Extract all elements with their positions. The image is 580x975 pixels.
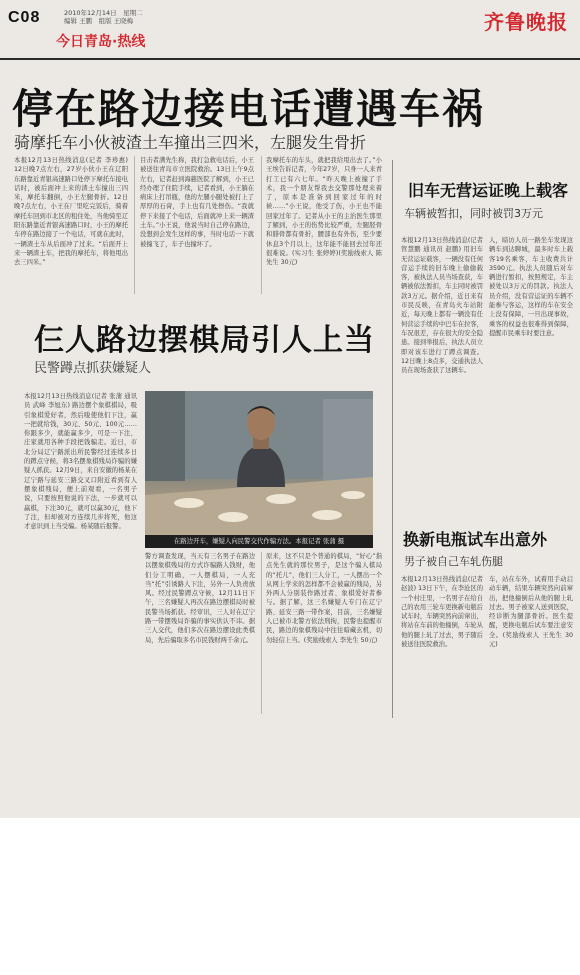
column-divider — [261, 156, 262, 294]
photo-caption: 在路边开车，嫌疑人向民警交代作骗方法。本报记者 张蒲 摄 — [145, 535, 373, 548]
bus-headline: 旧车无营运证晚上载客 — [408, 181, 569, 200]
page-number: C08 — [8, 9, 41, 26]
tractor-headline: 换新电瓶试车出意外 — [403, 530, 548, 549]
tractor-column-1: 本报12月13日热线消息(记者 赵波) 13日下午，在李沧区的一个村庄里，一名男子在给自己的农用三轮车更换新电瓶后试车时，车辆突然向前窜出，将站在车前的他撞倒，车轮从他的腿上轧了过去，男子随后被送往医院救治。 — [401, 576, 483, 649]
date-editor-lines — [64, 9, 143, 25]
chess-column-1: 本报12月13日热线消息(记者 张蒲 通讯员 武峰 李旭东) 路边摆个象棋棋局，吸引象棋爱好者，然后唆使他们下注，赢一把就给钱，30元、50元、100元……你跟多少，就能赢多少，可是一下注，庄家就用各种手段把钱骗走。近日，市北分局辽宁路派出所民警经过连续多日的蹲点守候，将3名摆象棋残局诈骗的嫌疑人抓获。12月9日，来自安徽的杨某在辽宁路与延安三路交叉口附近看到有人摆象棋残局，便上前观看，一名男子说，只要按照他说的下法，一步就可以赢棋，下注30元，就可以赢30元，他下了注，但却被对方连续几步将死，他这才意识到上当受骗。杨某随后报警。 — [24, 393, 137, 531]
bus-column-1: 本报12月13日热线消息(记者 管慧鹏 通讯员 赵鹏) 用旧车无营运证载客，一辆没有任何营运手续的旧车晚上偷偷载客，被执法人员当场查获，车辆被依法暂扣，车主同时被罚款3万元。据介绍，近日来有市民反映，在青岛火车站附近，每天晚上都有一辆没有任何营运手续的中巴车在拉客，车况很差，存在很大的安全隐患。接到举报后，执法人员立即对该车进行了蹲点调查。12日晚上8点多，交通执法人员在现场查获了这辆车。 — [401, 237, 483, 375]
right-column-divider — [392, 160, 393, 718]
chess-headline: 仨人路边摆棋局引人上当 — [34, 323, 375, 358]
masthead-logo: 齐鲁晚报 — [484, 10, 568, 34]
lead-subhead: 骑摩托车小伙被渣土车撞出三四米，左腿发生骨折 — [14, 133, 367, 152]
lead-column-3: 我摩托车的车头，就把我给甩出去了。”小王埃告诉记者，今年27岁，只身一人来青打工已有六七年。“昨天晚上被撞了手术，我一个朋友帮我去交警那处理来着了，原本是准备到回家过年的时候……”小王说，他受了伤，小王也不能回家过年了。记者从小王的主治医生那里了解到，小王的伤势比较严重，左腿胫骨和腓骨都有骨折，腰部也有外伤，至少要休息3个月以上，这年能不能回去过年还很难说。(实习生 张婷婷)(奖励线索人 陈先生 30元) — [266, 157, 382, 267]
suspect-photo-illustration — [145, 391, 373, 535]
column-divider — [261, 552, 262, 714]
bus-subhead: 车辆被暂扣，同时被罚3万元 — [404, 207, 543, 220]
section-title: 今日青岛·热线 — [56, 34, 146, 50]
lead-column-1: 本报12月13日热线消息(记者 李珍惠) 12日晚7点左右，27岁小伙小王在辽阳东路靠近青银高速路口处停下摩托车接电话时，被后面冲上来的渣土车撞出三四米，摩托车翻倒，小王左腿骨折。12日晚7点左右，小王在厂里吃完饭后，骑着摩托车回到市北区的租住处，当他骑至辽阳东路靠近青银高速路口时，小王的摩托车停在路边接了一个电话，可就在此时，一辆渣土车从后面冲了过来。“后面开上来一辆渣土车，把我的摩托车，将他甩出去三四米。” — [14, 157, 128, 267]
tractor-subhead: 男子被自己车轧伤腿 — [404, 555, 503, 568]
column-divider — [134, 156, 135, 294]
lead-column-2: 目击者满先生称，我打急救电话后，小王被送往青岛市立医院救治。13日上午9点左右，记者赶到海慈医院了解到，小王已经办理了住院手续，记者看到，小王躺在病床上打吊瓶，他的左腿小腿处被打上了厚厚的石膏，手上也有几处擦伤。“我就停下来接了个电话，后面就冲上来一辆渣土车。”小王说，他说当时自己停在路边，没想到会发生这样的事，当时电话一下就被撞飞了，车子也撞坏了。 — [140, 157, 254, 248]
chess-column-3: 原来，这不只是个普通的棋局，“好心”指点先生就的那位男子，是这个骗人棋局的“托儿”，他们三人分工，一人摆出一个从网上学来的怎样都不会被赢的残局，另外两人分别装作路过者、象棋爱好者参与。据了解，这三名嫌疑人专门在辽宁路、延安三路一带作案，目前，三名嫌疑人已被市北警方依法刑拘，民警也提醒市民，路边的象棋残局中往往暗藏玄机，切勿轻信上当。(奖励线索人 李先生 50元) — [266, 553, 382, 644]
chess-column-2: 警方调查发现，当天有三名男子在路边以摆象棋残局的方式诈骗路人钱财，他们分工明确，一人摆棋局，一人充当“托”引诱路人下注，另外一人负责放风。经过民警蹲点守候，12月11日下午，三名嫌疑人再次在路边摆棋局时被民警当场抓获。经审讯，三人对在辽宁路一带摆残局诈骗的事实供认不讳。据三人交代，他们多次在路边摆设此类棋局，先后骗取多名市民钱财两千余元。 — [145, 553, 255, 644]
editors-line: 编辑 王鹏 组版 王晓梅 — [64, 17, 134, 25]
date-line: 2010年12月14日 星期二 — [64, 9, 143, 17]
header-rule — [0, 58, 580, 60]
news-photo — [145, 391, 373, 535]
page-header — [0, 0, 580, 60]
tractor-column-2: 车，站在车外，试着用手动启动车辆，结果车辆突然向前窜出，把他撞倒后从他的腿上轧过去。男子被家人送到医院，经诊断为腿部骨折。医生提醒，更换电瓶后试车要注意安全。(奖励线索人 王先生 30元) — [489, 576, 573, 649]
lead-headline: 停在路边接电话遭遇车祸 — [12, 85, 485, 133]
chess-subhead: 民警蹲点抓获嫌疑人 — [34, 361, 152, 376]
bus-column-2: 人，暗访人员一路坐车发现这辆车到达聊城，最多时车上载客19名乘客，车主收费共计3590元。执法人员随后对车辆进行暂扣，按照规定，车主被处以3万元的罚款。执法人员介绍，没有营运证的车辆不能参与客运，这样的车在安全上没有保障，一旦出现事故，乘客的权益也很难得到保障，提醒市民乘车时要注意。 — [489, 237, 573, 337]
